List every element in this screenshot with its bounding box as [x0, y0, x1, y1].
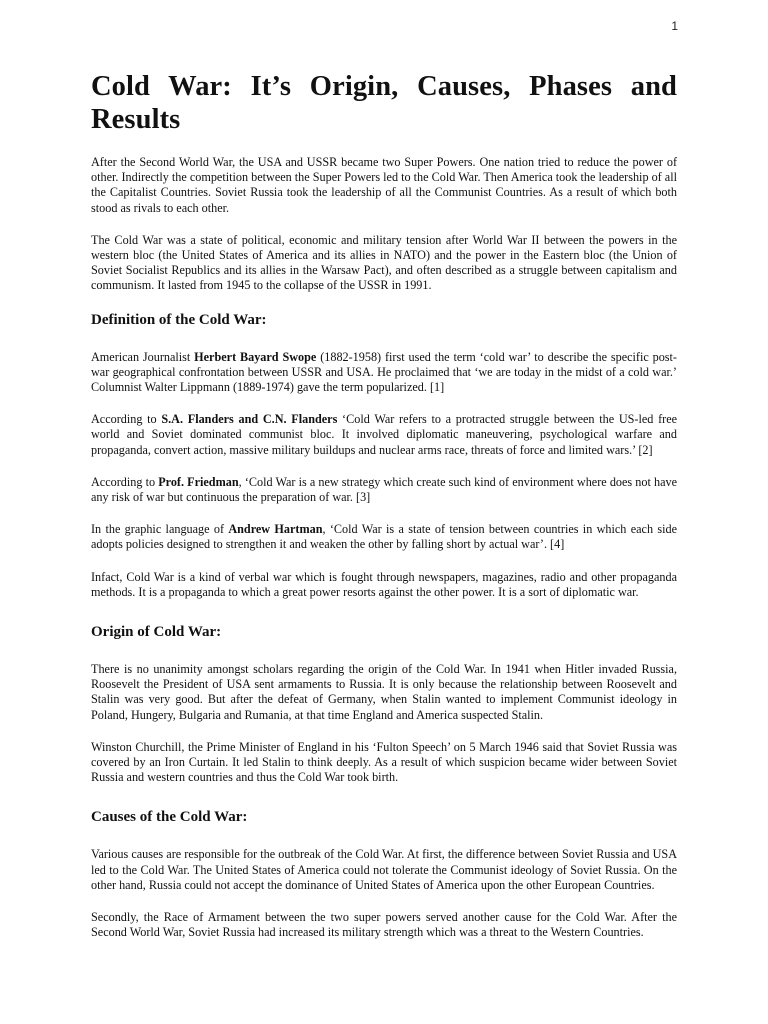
text-run: ‘Cold War refers to a protracted struggle between the US-led free world and Soviet dominated communist bloc. It involved diplomatic maneuvering, psychological warfare and propaganda, convert action, massive military buildups and nuclear arms race, threats of force and limited wars.’ [2]	[91, 412, 678, 457]
definition-heading: Definition of the Cold War:	[91, 311, 267, 328]
definition-paragraph-2	[91, 412, 677, 458]
author-name: S.A. Flanders and C.N. Flanders	[161, 412, 338, 427]
causes-paragraph-1: Various causes are responsible for the outbreak of the Cold War. At first, the difference between Soviet Russia and USA led to the Cold War. The United States of America could not tolerate the Communist ideology of Soviet Russia. On the other hand, Russia could not accept the dominance of United States of America upon the other European Countries.	[91, 847, 677, 892]
text-run: , ‘Cold War is a new strategy which create such kind of environment where does not have any risk of war but continuous the preparation of war. [3]	[91, 474, 677, 505]
author-name: Andrew Hartman	[228, 522, 323, 537]
document-title: Cold War: It’s Origin, Causes, Phases and Results	[91, 71, 677, 135]
causes-paragraph-2: Secondly, the Race of Armament between the two super powers served another cause for the Cold War. After the Second World War, Soviet Russia had increased its military strength which was a threat to the Western Countries.	[91, 910, 677, 940]
page-number: 1	[671, 19, 678, 33]
text-run: American Journalist	[91, 349, 195, 364]
text-run: According to	[91, 412, 162, 427]
author-name: Prof. Friedman	[158, 474, 239, 489]
text-run: (1882-1958) first used the term ‘cold war’ to describe the specific post-war geographical confrontation between USSR and USA. He proclaimed that ‘we are today in the midst of a cold war.’ Columnist Walter Lippmann (1889-1974) gave the term popularized. [1]	[91, 349, 677, 395]
origin-paragraph-2: Winston Churchill, the Prime Minister of England in his ‘Fulton Speech’ on 5 March 1946 said that Soviet Russia was covered by an Iron Curtain. It led Stalin to think deeply. As a result of which suspicion became wider between Soviet Russia and western countries and thus the Cold War took birth.	[91, 739, 677, 785]
definition-paragraph-4	[91, 522, 677, 552]
definition-paragraph-1	[91, 350, 677, 396]
text-run: In the graphic language of	[91, 522, 229, 537]
document-body	[91, 70, 677, 958]
origin-paragraph-1: There is no unanimity amongst scholars regarding the origin of the Cold War. In 1941 when Hitler invaded Russia, Roosevelt the President of USA sent armaments to Russia. It is only because the relationship between Roosevelt and Stalin was very good. But after the defeat of Germany, when Stalin wanted to implement Communist ideology in Poland, Hungery, Bulgaria and Rumania, at that time England and America suspected Stalin.	[91, 662, 677, 722]
causes-heading: Causes of the Cold War:	[91, 809, 248, 826]
intro-paragraph-1: After the Second World War, the USA and USSR became two Super Powers. One nation tried to reduce the power of other. Indirectly the competition between the Super Powers led to the Cold War. Then America took the leadership of all the Capitalist Countries. Soviet Russia took the leadership of all the Communist Countries. As a result of which both stood as rivals to each other.	[91, 155, 677, 215]
author-name: Herbert Bayard Swope	[194, 349, 317, 364]
text-run: According to	[91, 474, 159, 489]
definition-paragraph-5: Infact, Cold War is a kind of verbal war which is fought through newspapers, magazines, radio and other propaganda methods. It is a propaganda to which a great power resorts against the other power. It is a sort of diplomatic war.	[91, 569, 677, 599]
intro-paragraph-2: The Cold War was a state of political, economic and military tension after World War II between the powers in the western bloc (the United States of America and its allies in NATO) and the power in the Eastern bloc (the Union of Soviet Socialist Republics and its allies in the Warsaw Pact), and often described as a struggle between capitalism and communism. It lasted from 1945 to the collapse of the USSR in 1991.	[91, 232, 677, 293]
text-run: , ‘Cold War is a state of tension between countries in which each side adopts policies designed to strengthen it and weaken the other by falling short by actual war’. [4]	[91, 522, 677, 552]
definition-paragraph-3	[91, 475, 677, 505]
origin-heading: Origin of Cold War:	[91, 624, 222, 641]
